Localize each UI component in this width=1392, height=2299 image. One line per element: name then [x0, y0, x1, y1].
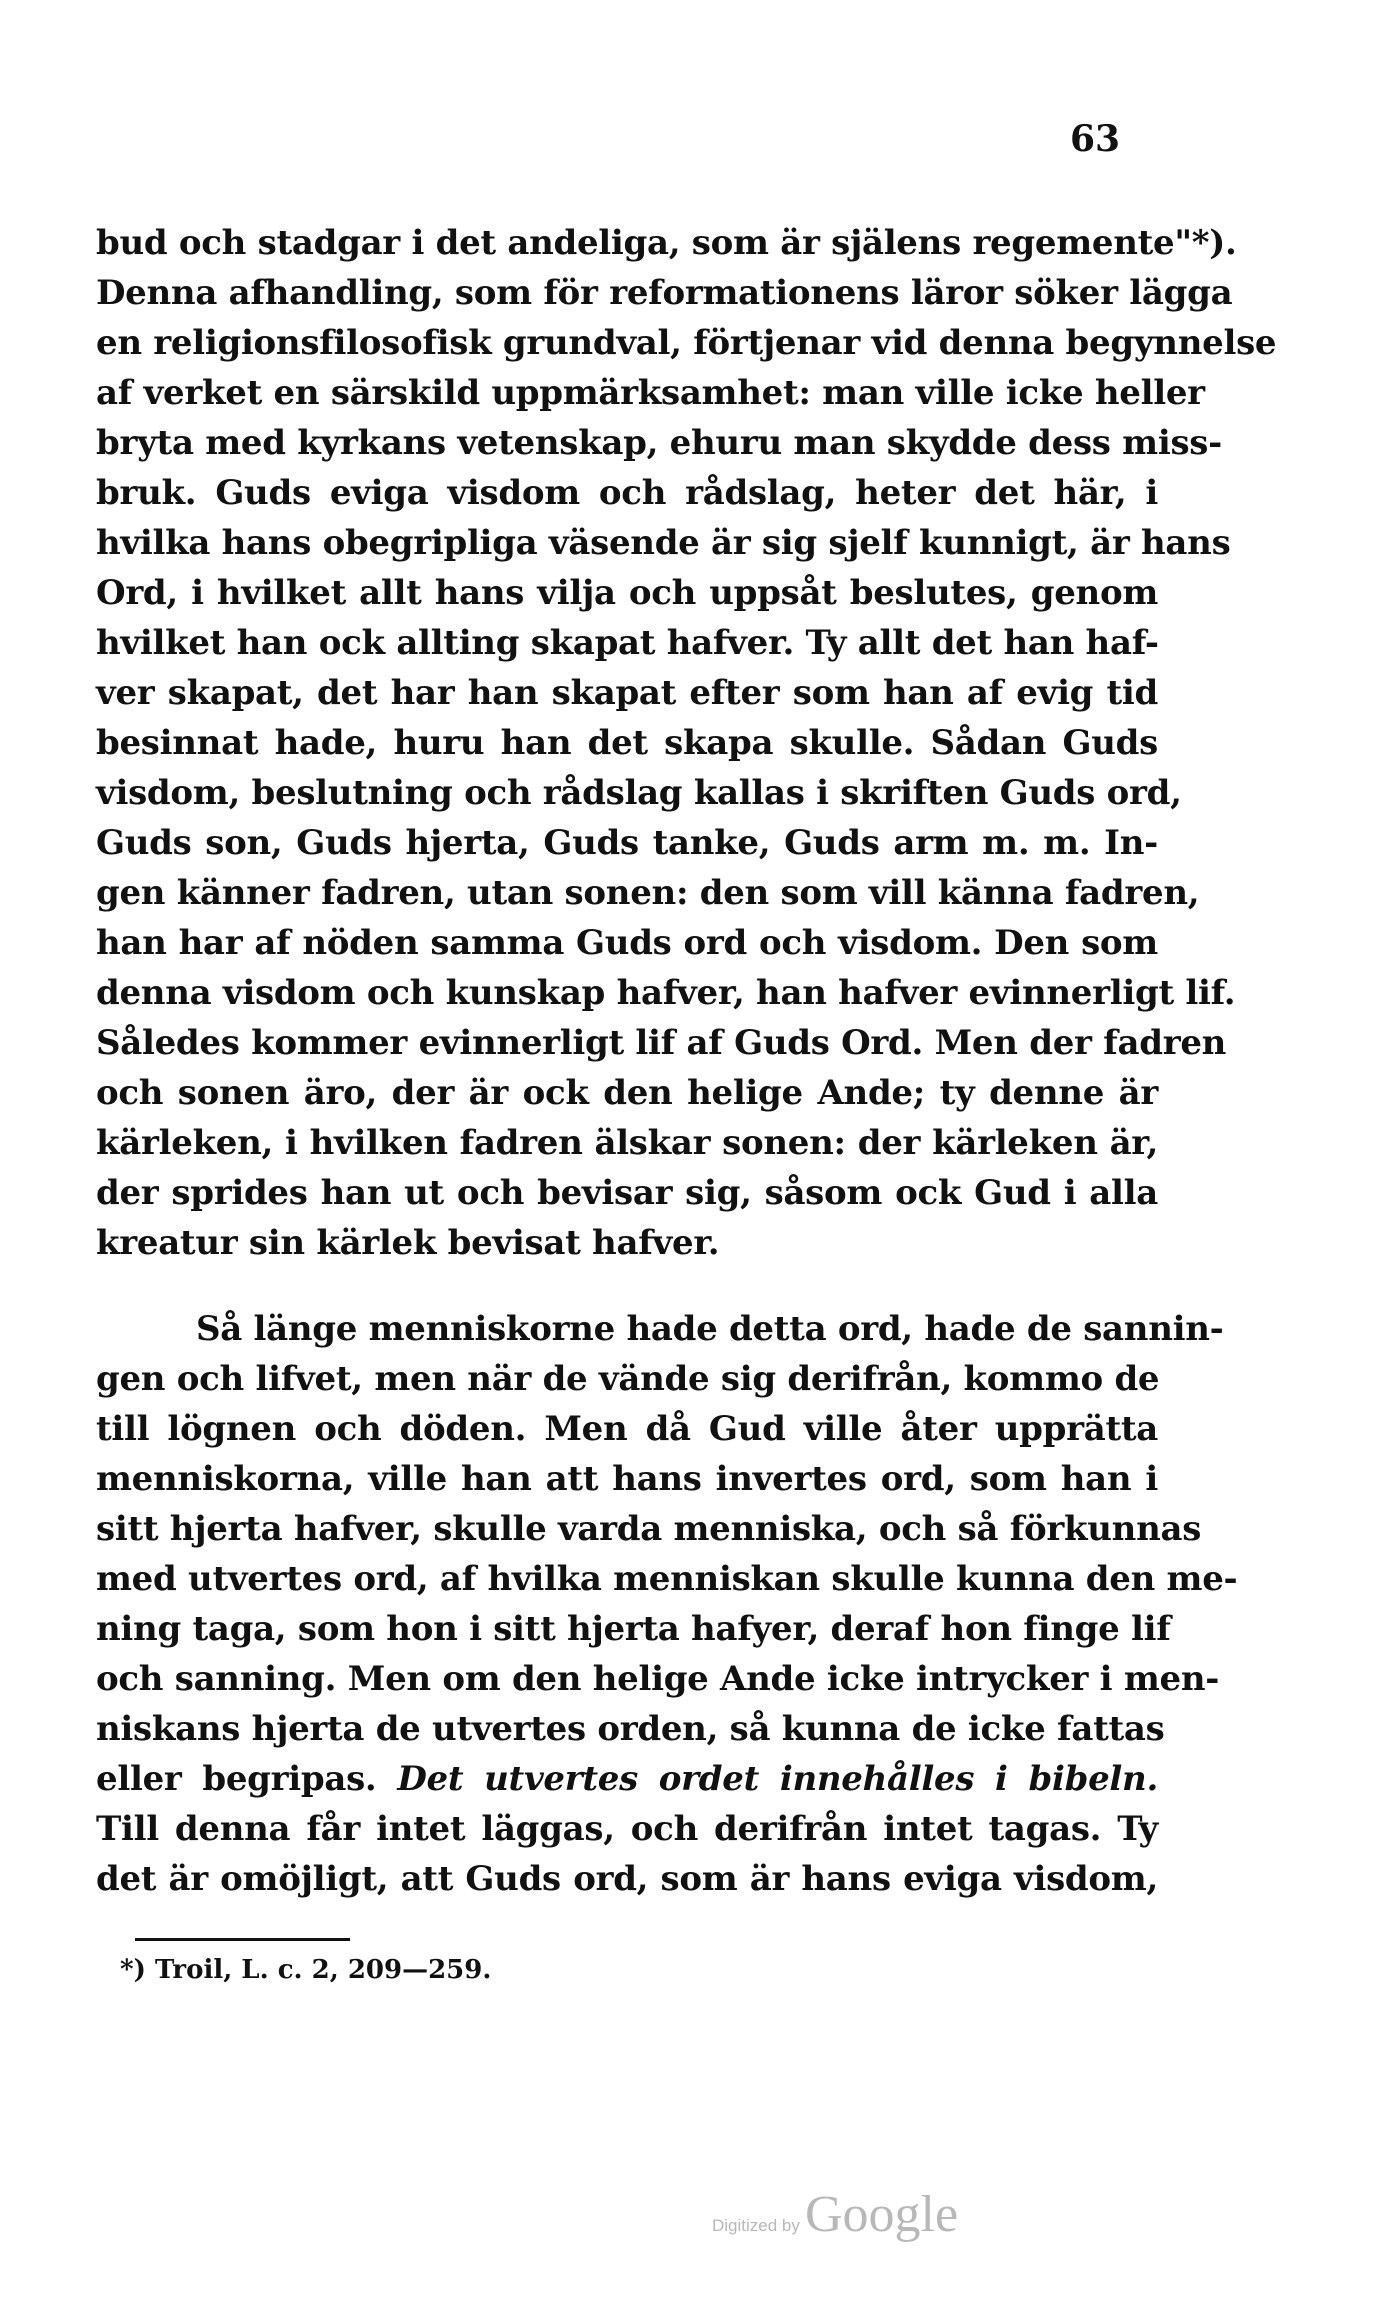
text-line: gen och lifvet, men när de vände sig derifrån, kommo de — [96, 1359, 1160, 1399]
text-line: der sprides han ut och bevisar sig, såsom ock Gud i alla — [96, 1173, 1158, 1213]
watermark-prefix: Digitized by — [712, 2216, 800, 2235]
text-line: bud och stadgar i det andeliga, som är själens regemente"*). — [96, 223, 1237, 263]
text-line: en religionsfilosofisk grundval, förtjenar vid denna begynnelse — [96, 323, 1277, 363]
text-line: kärleken, i hvilken fadren älskar sonen: der kärleken är, — [96, 1123, 1158, 1163]
text-line: kreatur sin kärlek bevisat hafver. — [96, 1223, 720, 1263]
text-line: hvilka hans obegripliga väsende är sig sjelf kunnigt, är hans — [96, 523, 1231, 563]
text-line: menniskorna, ville han att hans invertes ord, som han i — [96, 1459, 1158, 1499]
page-number: 63 — [1070, 118, 1121, 160]
footnote: *) Troil, L. c. 2, 209—259. — [120, 1955, 492, 1985]
text-line: gen känner fadren, utan sonen: den som vill känna fadren, — [96, 873, 1200, 913]
text-line: och sanning. Men om den helige Ande icke intrycker i men- — [96, 1659, 1220, 1699]
text-line: niskans hjerta de utvertes orden, så kunna de icke fattas — [96, 1709, 1165, 1749]
text-line: Så länge menniskorne hade detta ord, hade de sannin- — [196, 1309, 1224, 1349]
text-line: ning taga, som hon i sitt hjerta hafyer, deraf hon finge lif — [96, 1609, 1171, 1649]
text-line: Guds son, Guds hjerta, Guds tanke, Guds arm m. m. In- — [96, 823, 1158, 863]
text-line: han har af nöden samma Guds ord och visdom. Den som — [96, 923, 1158, 963]
text-line: bryta med kyrkans vetenskap, ehuru man skydde dess miss- — [96, 423, 1222, 463]
text-line: Till denna får intet läggas, och derifrån intet tagas. Ty — [96, 1809, 1158, 1849]
text-line: denna visdom och kunskap hafver, han hafver evinnerligt lif. — [96, 973, 1236, 1013]
text-line: Denna afhandling, som för reformationens läror söker lägga — [96, 273, 1233, 313]
text-line: visdom, beslutning och rådslag kallas i skriften Guds ord, — [96, 773, 1182, 813]
text-line: bruk. Guds eviga visdom och rådslag, heter det här, i — [96, 473, 1158, 513]
text-line: hvilket han ock allting skapat hafver. Ty allt det han haf- — [96, 623, 1159, 663]
text-line: och sonen äro, der är ock den helige Ande; ty denne är — [96, 1073, 1158, 1113]
text-line: med utvertes ord, af hvilka menniskan skulle kunna den me- — [96, 1559, 1238, 1599]
text-line: till lögnen och döden. Men då Gud ville åter upprätta — [96, 1409, 1158, 1449]
text-line: sitt hjerta hafver, skulle varda menniska, och så förkunnas — [96, 1509, 1202, 1549]
google-logo: Google — [804, 2186, 959, 2243]
text-line: af verket en särskild uppmärksamhet: man ville icke heller — [96, 373, 1205, 413]
text-line: ver skapat, det har han skapat efter som han af evig tid — [96, 673, 1158, 713]
text-line-mixed — [96, 1754, 1158, 1804]
text-line: det är omöjligt, att Guds ord, som är hans eviga visdom, — [96, 1859, 1158, 1899]
text-line: Således kommer evinnerligt lif af Guds Ord. Men der fadren — [96, 1023, 1227, 1063]
paragraph-2 — [96, 1304, 1238, 1904]
digitization-watermark — [712, 2185, 958, 2244]
paragraph-1 — [96, 218, 1277, 1268]
text-line: Ord, i hvilket allt hans vilja och uppsåt beslutes, genom — [96, 573, 1158, 613]
text-segment: eller begripas. — [96, 1759, 377, 1799]
footnote-divider — [135, 1938, 350, 1941]
text-line: besinnat hade, huru han det skapa skulle. Sådan Guds — [96, 723, 1158, 763]
italic-phrase: Det utvertes ordet innehålles i bibeln. — [397, 1759, 1158, 1799]
